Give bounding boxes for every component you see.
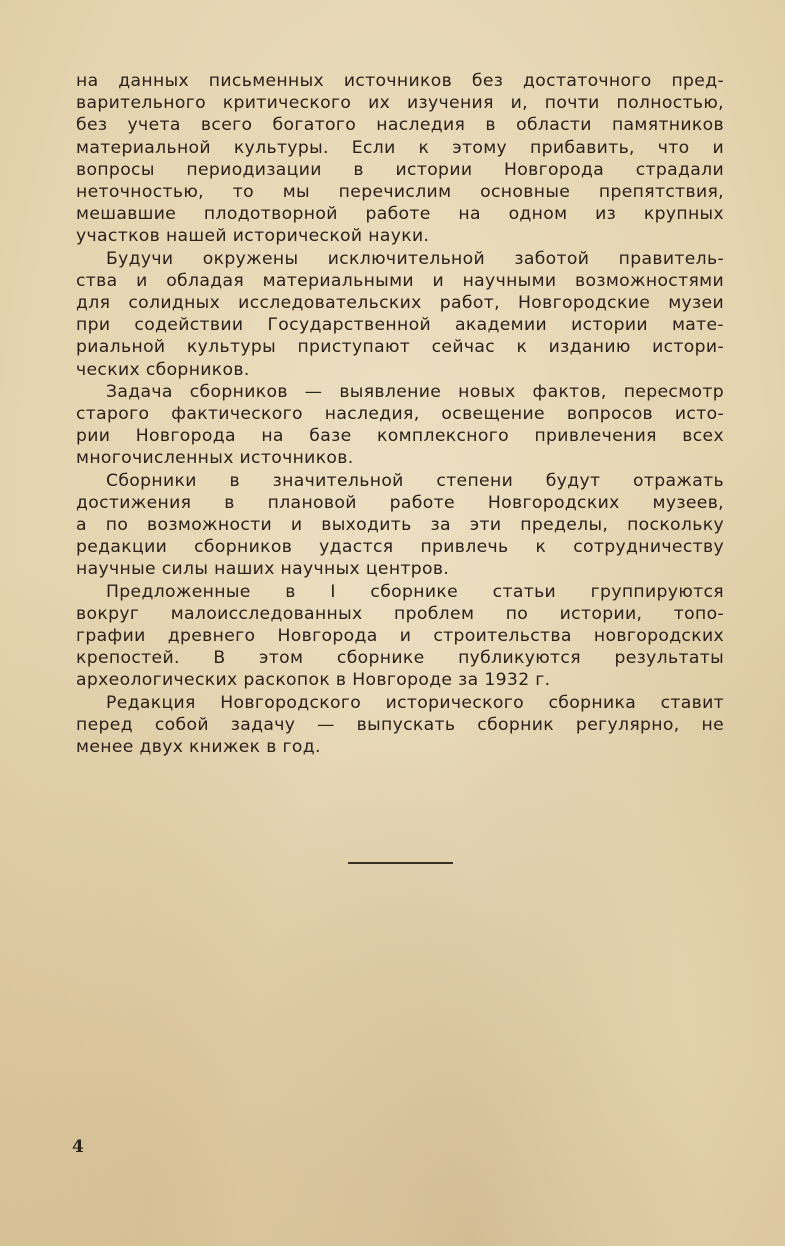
text-line: рии Новгорода на базе комплексного привлечения всех: [76, 426, 724, 447]
text-line: менее двух книжек в год.: [76, 737, 321, 758]
paragraph-4: [76, 470, 724, 581]
text-line: при содействии Государственной академии истории мате-: [76, 315, 724, 336]
text-line: материальной культуры. Если к этому прибавить, что и: [76, 137, 724, 158]
text-line: вопросы периодизации в истории Новгорода страдали: [76, 159, 724, 180]
paragraph-2: [76, 248, 724, 381]
paragraph-1: [76, 70, 724, 248]
text-line: для солидных исследовательских работ, Новгородские музеи: [76, 293, 724, 314]
text-line: мешавшие плодотворной работе на одном из крупных: [76, 204, 724, 225]
text-line: крепостей. В этом сборнике публикуются результаты: [76, 648, 724, 669]
text-line: перед собой задачу — выпускать сборник регулярно, не: [76, 714, 724, 735]
text-line: редакции сборников удастся привлечь к сотрудничеству: [76, 537, 724, 558]
body-text: [76, 70, 724, 758]
text-line: Предложенные в I сборнике статьи группируются: [106, 581, 724, 602]
text-line: старого фактического наследия, освещение вопросов исто-: [76, 404, 724, 425]
text-line: вокруг малоисследованных проблем по истории, топо-: [76, 603, 724, 624]
text-line: научные силы наших научных центров.: [76, 559, 450, 580]
text-line: варительного критического их изучения и, почти полностью,: [76, 93, 724, 114]
text-line: риальной культуры приступают сейчас к изданию истори-: [76, 337, 724, 358]
section-divider: [348, 862, 453, 864]
paragraph-6: [76, 692, 724, 759]
text-line: без учета всего богатого наследия в области памятников: [76, 115, 724, 136]
text-line: Задача сборников — выявление новых фактов, пересмотр: [106, 381, 724, 402]
text-line: Сборники в значительной степени будут отражать: [106, 470, 724, 491]
text-line: на данных письменных источников без достаточного пред-: [76, 71, 724, 91]
paragraph-5: [76, 581, 724, 692]
text-line: а по возможности и выходить за эти пределы, поскольку: [76, 515, 724, 536]
paragraph-3: [76, 381, 724, 470]
text-line: ческих сборников.: [76, 359, 250, 380]
text-line: археологических раскопок в Новгороде за 1932 г.: [76, 670, 551, 691]
text-line: ства и обладая материальными и научными возможностями: [76, 270, 724, 291]
text-line: Будучи окружены исключительной заботой правитель-: [106, 248, 724, 269]
text-line: многочисленных источников.: [76, 448, 354, 469]
page-number: 4: [72, 1137, 84, 1157]
text-line: достижения в плановой работе Новгородских музеев,: [76, 492, 724, 513]
text-line: неточностью, то мы перечислим основные препятствия,: [76, 182, 724, 203]
text-line: Редакция Новгородского исторического сборника ставит: [106, 692, 724, 713]
text-line: участков нашей исторической науки.: [76, 226, 430, 247]
text-line: графии древнего Новгорода и строительства новгородских: [76, 626, 724, 647]
